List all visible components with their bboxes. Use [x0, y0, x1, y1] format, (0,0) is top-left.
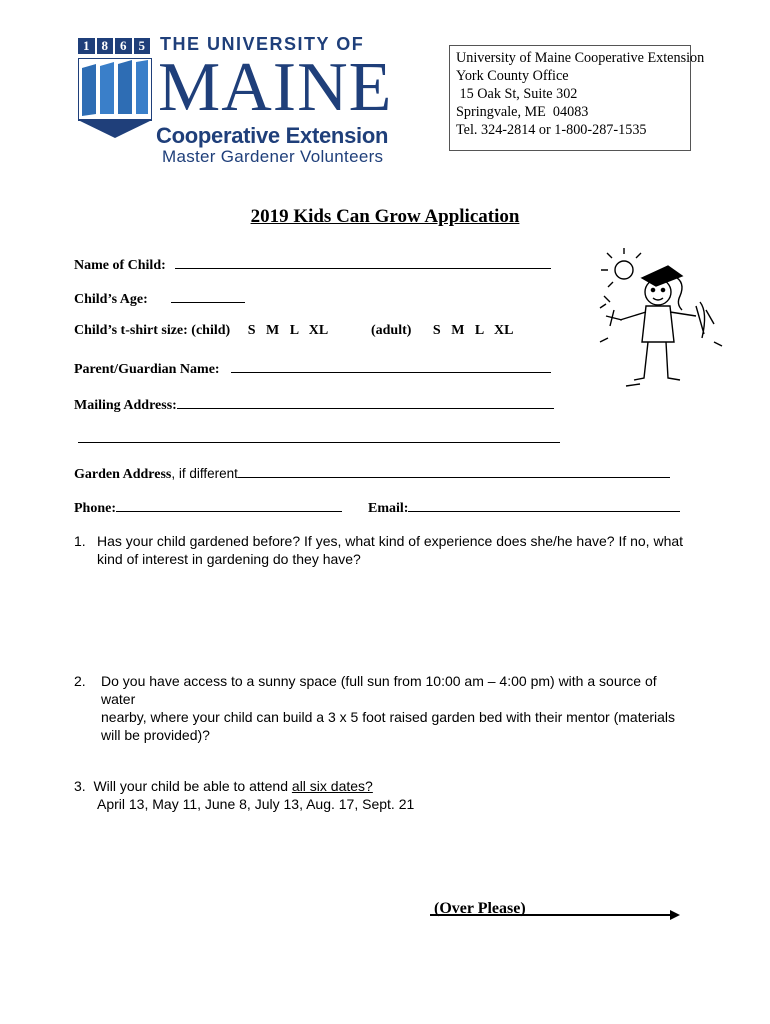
- address-line: Springvale, ME 04083: [456, 104, 589, 120]
- question-1-line: Has your child gardened before? If yes, what kind of experience does she/he have? If no, what: [97, 533, 684, 549]
- address-line: Tel. 324-2814 or 1-800-287-1535: [456, 122, 647, 138]
- question-3-dates: April 13, May 11, June 8, July 13, Aug. 17, Sept. 21: [97, 796, 415, 812]
- tshirt-size-label: Child’s t-shirt size: (child): [74, 323, 231, 338]
- email-line[interactable]: [408, 497, 680, 512]
- logo-maine-text: MAINE: [158, 49, 393, 126]
- question-2: [74, 672, 694, 744]
- logo-cooperative-text: Cooperative Extension: [156, 123, 389, 148]
- arrow-right-icon: [430, 908, 682, 922]
- child-name-field[interactable]: [74, 254, 551, 274]
- question-1: [74, 532, 694, 568]
- guardian-name-field[interactable]: [74, 358, 551, 378]
- adult-size-label: (adult): [370, 323, 412, 338]
- office-address-box: [449, 45, 705, 151]
- phone-label: Phone:: [74, 501, 116, 516]
- mailing-address-line-2[interactable]: [78, 428, 560, 448]
- guardian-name-label: Parent/Guardian Name:: [74, 362, 220, 377]
- tshirt-size-field: [74, 323, 513, 339]
- question-1-line: kind of interest in gardening do they have?: [97, 551, 361, 567]
- adult-size-options[interactable]: S M L XL: [432, 323, 514, 338]
- email-field[interactable]: [368, 497, 680, 517]
- question-2-line: nearby, where your child can build a 3 x 5 foot raised garden bed with their mentor (materials: [101, 709, 676, 725]
- guardian-name-line[interactable]: [231, 358, 551, 373]
- question-3: [74, 777, 694, 813]
- child-age-field[interactable]: [74, 288, 245, 308]
- logo-university-text: THE UNIVERSITY OF: [160, 34, 365, 54]
- address-line: University of Maine Cooperative Extension: [456, 50, 705, 66]
- over-please-note: (Over Please): [434, 900, 526, 917]
- garden-address-note: , if different: [171, 466, 238, 481]
- logo-year-digit: 1: [78, 38, 95, 54]
- child-age-label: Child’s Age:: [74, 292, 148, 307]
- garden-address-line[interactable]: [238, 463, 670, 478]
- address-line: 15 Oak St, Suite 302: [456, 86, 578, 102]
- email-label: Email:: [368, 501, 409, 516]
- garden-address-label: Garden Address: [74, 467, 172, 482]
- mailing-address-line-2-underline[interactable]: [78, 428, 560, 443]
- phone-line[interactable]: [116, 497, 342, 512]
- phone-field[interactable]: [74, 497, 342, 517]
- question-2-line: Do you have access to a sunny space (full sun from 10:00 am – 4:00 pm) with a source of water: [101, 673, 657, 707]
- mailing-address-label: Mailing Address:: [74, 398, 177, 413]
- mailing-address-line[interactable]: [177, 394, 554, 409]
- logo-program-text: Master Gardener Volunteers: [162, 147, 384, 166]
- logo-year-digit: 6: [115, 38, 132, 54]
- logo-year-1865: [78, 38, 150, 54]
- question-3-text: 3. Will your child be able to attend: [74, 778, 292, 794]
- garden-address-field[interactable]: [74, 463, 670, 483]
- logo-year-digit: 8: [97, 38, 114, 54]
- child-age-line[interactable]: [171, 288, 245, 303]
- question-1-number: 1.: [74, 533, 86, 549]
- mailing-address-field[interactable]: [74, 394, 554, 414]
- question-2-line: will be provided)?: [101, 727, 210, 743]
- maine-shield-icon: [78, 58, 152, 140]
- page-title: 2019 Kids Can Grow Application: [250, 206, 520, 227]
- question-2-number: 2.: [74, 673, 86, 689]
- child-name-line[interactable]: [175, 254, 551, 269]
- child-size-options[interactable]: S M L XL: [247, 323, 328, 338]
- address-line: York County Office: [456, 68, 569, 84]
- child-name-label: Name of Child:: [74, 258, 166, 273]
- question-3-emphasis: all six dates?: [291, 778, 373, 794]
- child-gardener-drawing-icon: [596, 246, 726, 396]
- logo-year-digit: 5: [134, 38, 151, 54]
